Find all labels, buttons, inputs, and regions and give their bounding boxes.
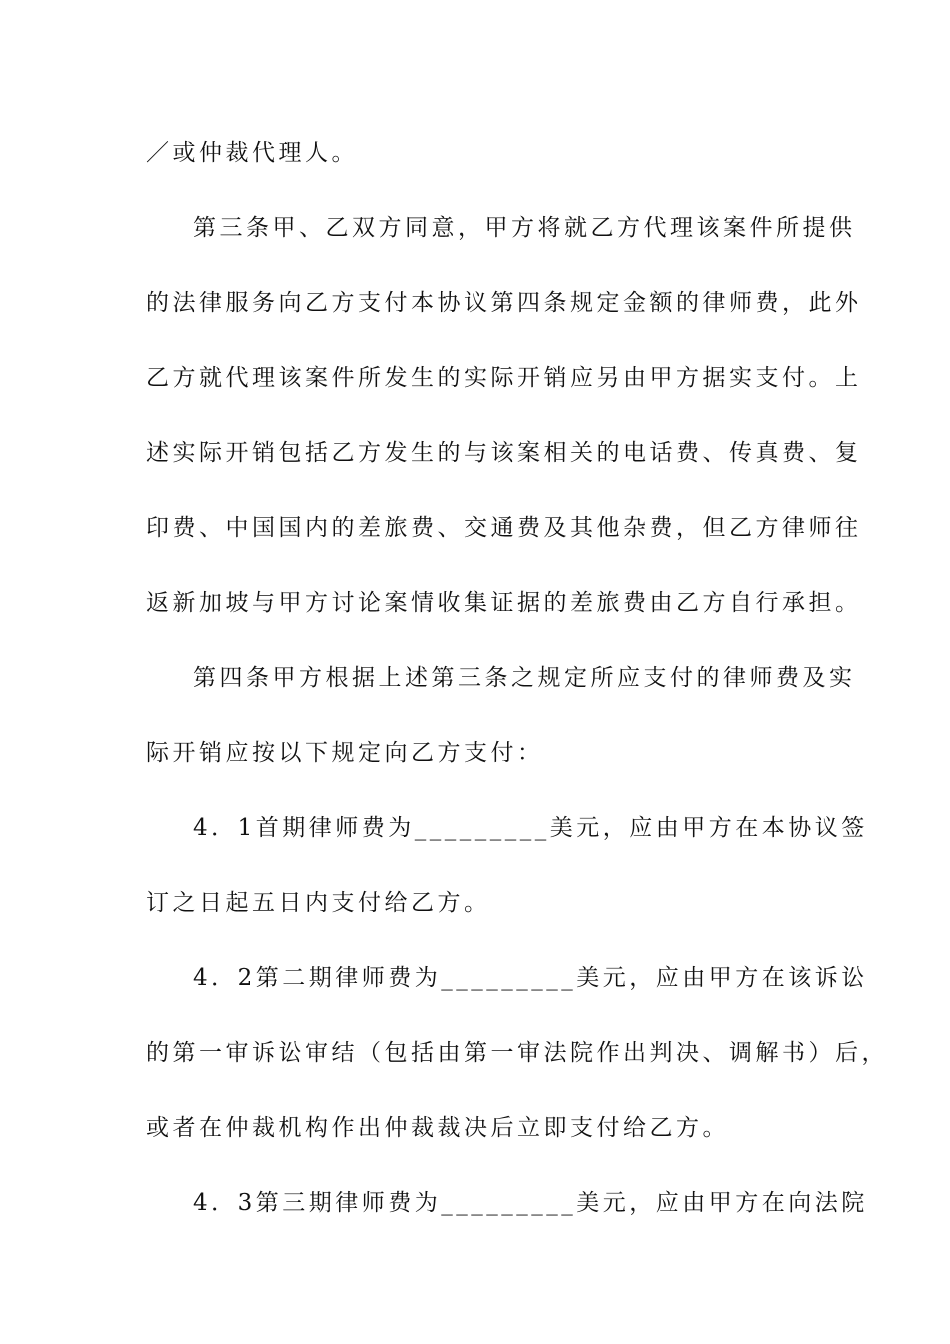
text-line-3: 的法律服务向乙方支付本协议第四条规定金额的律师费，此外 [146, 290, 862, 316]
text-line-14: 或者在仲裁机构作出仲裁裁决后立即支付给乙方。 [146, 1115, 729, 1141]
text-line-9: 际开销应按以下规定向乙方支付： [146, 740, 544, 766]
text-line-7: 返新加坡与甲方讨论案情收集证据的差旅费由乙方自行承担。 [146, 590, 862, 616]
text-line-11: 订之日起五日内支付给乙方。 [146, 890, 491, 916]
text-line-6: 印费、中国国内的差旅费、交通费及其他杂费，但乙方律师往 [146, 515, 862, 541]
text-line-13: 的第一审诉讼审结（包括由第一审法院作出判决、调解书）后， [146, 1040, 888, 1066]
text-line-5: 述实际开销包括乙方发生的与该案相关的电话费、传真费、复 [146, 440, 862, 466]
text-line-1: ／或仲裁代理人。 [146, 140, 358, 166]
text-line-2: 第三条甲、乙双方同意，甲方将就乙方代理该案件所提供 [193, 215, 856, 241]
text-line-10: 4．1首期律师费为_________美元，应由甲方在本协议签 [193, 815, 868, 841]
text-line-15: 4．3第三期律师费为_________美元，应由甲方在向法院 [193, 1190, 868, 1216]
text-line-12: 4．2第二期律师费为_________美元，应由甲方在该诉讼 [193, 965, 868, 991]
text-line-8: 第四条甲方根据上述第三条之规定所应支付的律师费及实 [193, 665, 856, 691]
text-line-4: 乙方就代理该案件所发生的实际开销应另由甲方据实支付。上 [146, 365, 862, 391]
